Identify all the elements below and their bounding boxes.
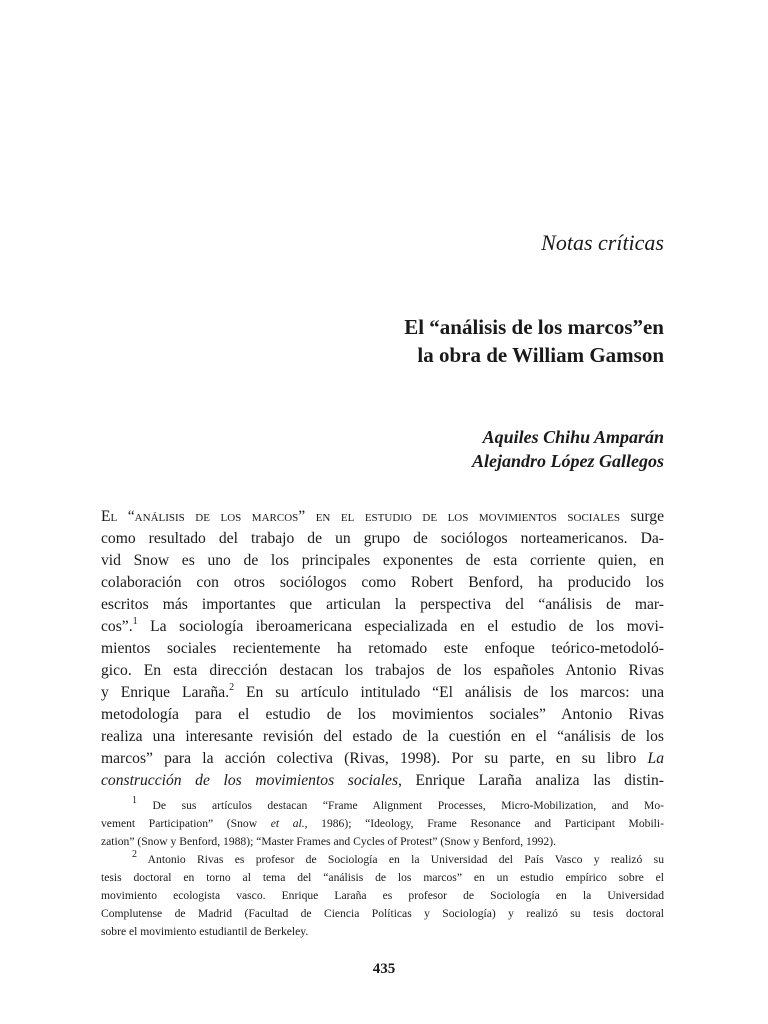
footnote-number: 1: [132, 795, 137, 807]
footnote-1: $^1$ De sus artículos destacan “Frame Alignment Processes, Micro-Mobilization, and Mo-: [132, 795, 664, 812]
footnote-line: zation” (Snow y Benford, 1988); “Master Frames and Cycles of Protest” (Snow y Benford, 1992).: [101, 835, 556, 848]
footnote-ref-2[interactable]: 2: [229, 681, 235, 693]
body-line: colaboración con otros sociólogos como Robert Benford, ha producido los: [101, 574, 664, 591]
author-name: Aquiles Chihu Amparán: [482, 427, 664, 447]
footnote-line: movimiento ecologista vasco. Enrique Laraña es profesor de Sociología en la Universidad: [101, 889, 664, 902]
footnote-2: $^2$ Antonio Rivas es profesor de Sociología en la Universidad del País Vasco y realizó su: [132, 849, 664, 866]
body-line: escritos más importantes que articulan la perspectiva del “análisis de mar-: [101, 596, 664, 613]
body-line: El “análisis de los marcos” en el estudio de los movimientos sociales surge: [101, 508, 664, 525]
body-line: mientos sociales recientemente ha retomado este enfoque teórico-metodoló-: [101, 640, 664, 657]
footnote-ref-1[interactable]: 1: [132, 615, 138, 627]
body-line: gico. En esta dirección destacan los trabajos de los españoles Antonio Rivas: [101, 662, 664, 679]
author-name: Alejandro López Gallegos: [472, 451, 664, 471]
footnotes: [101, 797, 664, 941]
lead-in: El “análisis de los marcos” en el estudio de los movimientos sociales: [101, 508, 620, 525]
footnote-line: Complutense de Madrid (Facultad de Ciencia Políticas y Sociología) y realizó su tesis doctoral: [101, 907, 664, 920]
section-heading: Notas críticas: [541, 230, 664, 255]
footnote-line: vement Participation” (Snow et al., 1986); “Ideology, Frame Resonance and Participant Mobili-: [101, 817, 664, 830]
book-title: construcción de los movimientos sociales: [101, 772, 399, 789]
body-line: como resultado del trabajo de un grupo de sociólogos norteamericanos. Da-: [101, 530, 664, 547]
page-number: 435: [372, 961, 396, 977]
body-line: construcción de los movimientos sociales, Enrique Laraña analiza las distin-: [101, 772, 664, 789]
book-title: La: [647, 750, 664, 767]
title-line-2: la obra de William Gamson: [417, 343, 664, 367]
footnote-line: tesis doctoral en torno al tema del “análisis de los marcos” en un estudio empírico sobre el: [101, 871, 664, 884]
title-line-1: El “análisis de los marcos”en: [404, 315, 664, 339]
footnote-number: 2: [132, 849, 137, 861]
body-text: [101, 506, 664, 792]
author-list: [472, 425, 664, 473]
body-line: marcos” para la acción colectiva (Rivas, 1998). Por su parte, en su libro La: [101, 750, 664, 767]
body-line: metodología para el estudio de los movimientos sociales” Antonio Rivas: [101, 706, 664, 723]
article-title: [404, 313, 664, 369]
body-line: cos”.$^1$ La sociología iberoamericana especializada en el estudio de los movi-: [101, 615, 664, 635]
body-line: y Enrique Laraña.$^2$ En su artículo intitulado “El análisis de los marcos: una: [101, 681, 664, 701]
body-line: vid Snow es uno de los principales exponentes de esta corriente quien, en: [101, 552, 664, 569]
body-line: realiza una interesante revisión del estado de la cuestión en el “análisis de los: [101, 728, 664, 745]
footnote-line: sobre el movimiento estudiantil de Berkeley.: [101, 925, 309, 938]
